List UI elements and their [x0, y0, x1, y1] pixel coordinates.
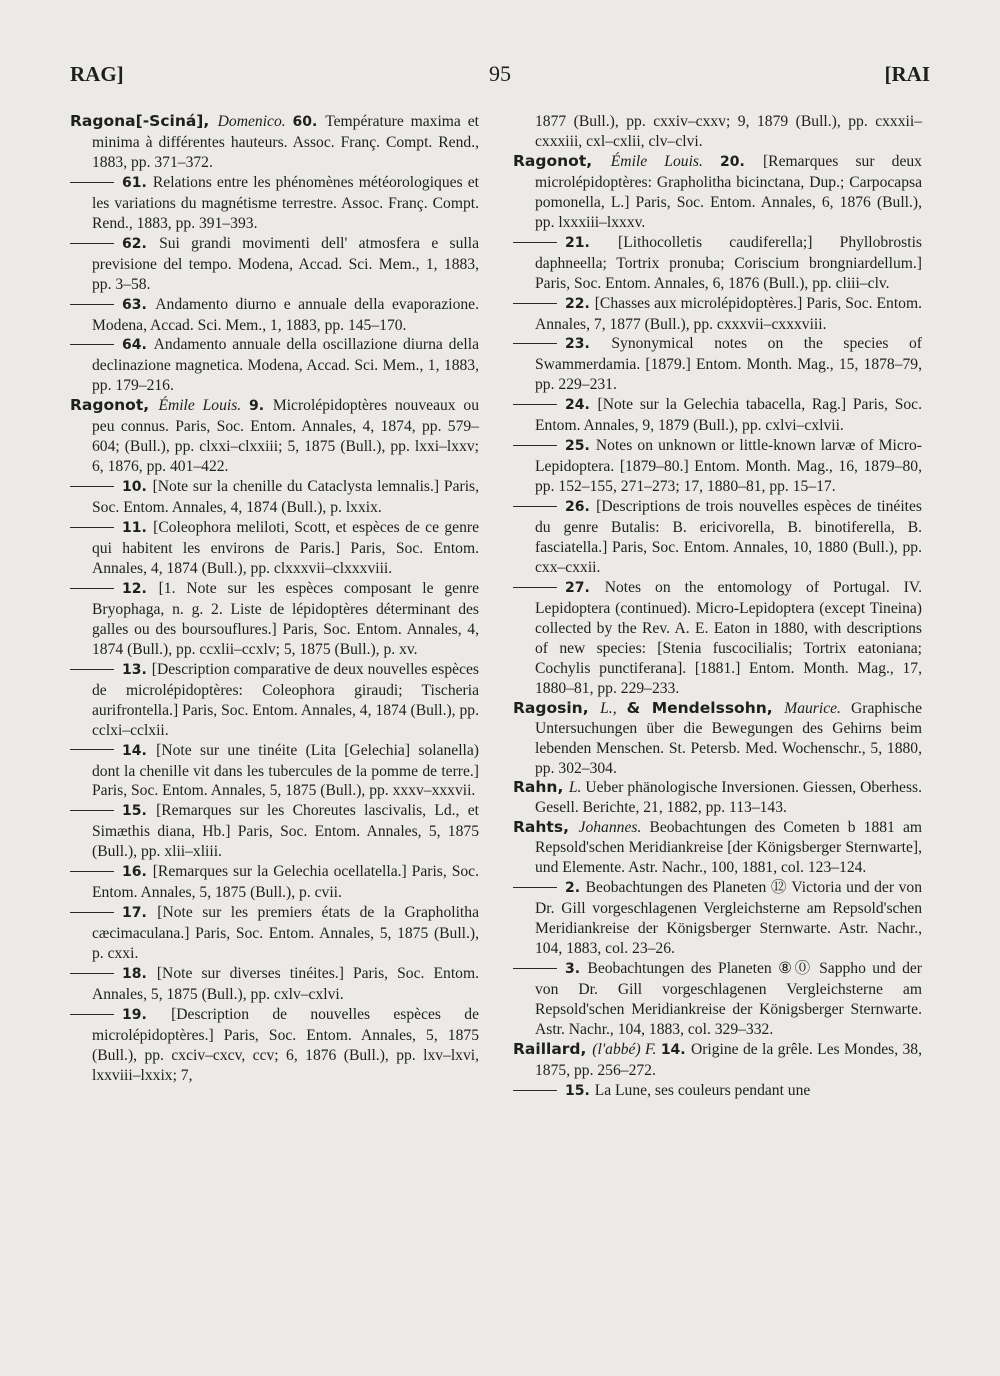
ditto-rule — [513, 1090, 557, 1091]
sub-entry — [513, 878, 922, 959]
sub-entry — [513, 334, 922, 395]
entry-text: Température maxima et minima à différentes hauteurs. Assoc. Franç. Compt. Rend., 1883, pp. 371–372. — [92, 113, 479, 171]
running-head-left: RAG] — [70, 62, 124, 86]
running-head — [70, 62, 930, 96]
sub-entry — [513, 233, 922, 294]
entry-number: 62. — [122, 235, 160, 252]
ditto-rule — [70, 243, 114, 244]
ditto-rule — [70, 669, 114, 670]
entry-text: [Chasses aux microlépidoptères.] Paris, Soc. Entom. Annales, 7, 1877 (Bull.), pp. cxxxvii–cxxxviii. — [535, 294, 922, 333]
author-name: Ragosin, — [513, 698, 601, 717]
entry-text: Beobachtungen des Planeten ⑧⓪ Sappho und der von Dr. Gill vorgeschlagenen Vergleichsterne am Repsold'schen Meridiankreise der Königsberger Sternwarte. Astr. Nachr., 104, 1883, col. 329–332. — [535, 960, 922, 1038]
ditto-rule — [513, 506, 557, 507]
sub-entry — [70, 579, 479, 660]
author-given-name: L. — [568, 779, 586, 797]
entry-text: Notes on the entomology of Portugal. IV. Lepidoptera (continued). Micro-Lepidoptera (except Tineina) collected by the Rev. A. E. Eaton in 1880, with descriptions of new species: [Stenia fuscocilialis; Tortrix eatoniana; Cochylis punctiferana]. [1881.] Entom. Month. Mag., 17, 1880–81, pp. 229–233. — [535, 578, 922, 697]
ditto-rule — [513, 404, 557, 405]
sub-entry — [70, 518, 479, 579]
ditto-rule — [513, 343, 557, 344]
entry-text: [Note sur la chenille du Cataclysta lemnalis.] Paris, Soc. Entom. Annales, 4, 1874 (Bull.), p. lxxix. — [92, 478, 479, 517]
entry-number: 64. — [122, 337, 154, 354]
entry-text: [Remarques sur la Gelechia ocellatella.] Paris, Soc. Entom. Annales, 5, 1875 (Bull.), p. cvii. — [92, 863, 479, 902]
ditto-rule — [70, 182, 114, 183]
entry-text: [Note sur les premiers états de la Grapholitha cæcimaculana.] Paris, Soc. Entom. Annales, 5, 1875 (Bull.), p. cxxi. — [92, 904, 479, 963]
sub-entry — [70, 801, 479, 862]
ditto-rule — [70, 304, 114, 305]
ditto-rule — [513, 445, 557, 446]
entry-text: [Description comparative de deux nouvelles espèces de microlépidoptères: Coleophora giraudi; Tischeria aurifrontella.] Paris, Soc. Entom. Annales, 4, 1874 (Bull.), pp. cclxi–cclxii. — [92, 660, 479, 739]
author-name: Ragonot, — [513, 151, 611, 170]
sub-entry — [70, 862, 479, 903]
ditto-rule — [70, 1014, 114, 1015]
sub-entry — [70, 173, 479, 234]
entry-text: [Descriptions de trois nouvelles espèces de tinéites du genre Butalis: B. ericivorella, B. binotiferella, B. fasciatella.] Paris, Soc. Entom. Annales, 10, 1880 (Bull.), pp. cxx–cxxii. — [535, 498, 922, 576]
entry-text: [Note sur diverses tinéites.] Paris, Soc. Entom. Annales, 5, 1875 (Bull.), pp. cxlv–cxlvi. — [92, 965, 479, 1003]
ditto-rule — [513, 587, 557, 588]
entry-text: Sui grandi movimenti dell' atmosfera e sulla previsione del tempo. Modena, Accad. Sci. Mem., 1, 1883, pp. 3–58. — [92, 234, 479, 293]
entry-text: [Description de nouvelles espèces de microlépidoptères.] Paris, Soc. Entom. Annales, 5, 1875 (Bull.), pp. cxciv–cxcv, ccv; 6, 1876 (Bull.), pp. lxv–lxvi, lxxviii–lxxix; 7, — [92, 1005, 479, 1084]
ditto-rule — [513, 968, 557, 969]
sub-entry — [70, 335, 479, 396]
ditto-rule — [70, 912, 114, 913]
entry-text: Ueber phänologische Inversionen. Giessen, Oberhess. Gesell. Berichte, 21, 1882, pp. 113–143. — [535, 779, 923, 817]
entry-number: 26. — [565, 499, 597, 516]
entry-text: [Remarques sur les Choreutes lascivalis, Ld., et Simæthis diana, Hb.] Paris, Soc. Entom. Annales, 5, 1875 (Bull.), pp. xlii–xliii. — [92, 802, 479, 861]
entry-number: 16. — [122, 864, 153, 881]
entry-number: 10. — [122, 479, 153, 496]
entry-text: Beobachtungen des Planeten ⑫ Victoria und der von Dr. Gill vorgeschlagenen Vergleichsterne am Repsold'schen Meridiankreise der Königsberger Sternwarte. Astr. Nachr., 104, 1883, col. 23–26. — [535, 879, 922, 958]
entry-text: Relations entre les phénomènes météorologiques et les variations du magnétisme terrestre. Assoc. Franç. Compt. Rend., 1883, pp. 391–393. — [92, 173, 480, 232]
ditto-rule — [70, 810, 114, 811]
sub-entry — [513, 1081, 922, 1102]
entry-number: 61. — [122, 174, 153, 191]
bibliography-entry — [513, 778, 922, 818]
sub-entry — [513, 294, 922, 335]
entry-number: 2. — [565, 880, 586, 897]
sub-entry — [70, 741, 479, 802]
author-name: Rahts, — [513, 818, 579, 837]
entry-text: La Lune, ses couleurs pendant une — [594, 1081, 811, 1099]
entry-text: [Note sur une tinéite (Lita [Gelechia] solanella) dont la chenille vit dans les tubercules de la pomme de terre.] Paris, Soc. Entom. Annales, 5, 1875 (Bull.), pp. xxxv–xxxvii. — [92, 741, 479, 800]
entry-number: 18. — [122, 966, 157, 983]
entry-text: 1877 (Bull.), pp. cxxiv–cxxv; 9, 1879 (Bull.), pp. cxxxii–cxxxiii, cxl–cxlii, clv–clvi. — [535, 113, 922, 150]
sub-entry — [70, 295, 479, 336]
entry-text: Origine de la grêle. Les Mondes, 38, 1875, pp. 256–272. — [535, 1040, 922, 1079]
entry-number: 12. — [122, 580, 159, 597]
author-name: Raillard, — [513, 1039, 593, 1058]
entry-number: 24. — [565, 397, 598, 414]
ditto-rule — [513, 887, 557, 888]
entry-number: 21. — [565, 234, 619, 251]
entry-number: 14. — [122, 742, 157, 759]
entry-text: [Remarques sur deux microlépidoptères: Grapholitha bicinctana, Dup.; Carpocapsa pomonella, L.] Paris, Soc. Entom. Annales, 6, 1876 (Bull.), pp. lxxxiii–lxxxv. — [535, 152, 922, 231]
entry-text: Beobachtungen des Cometen b 1881 am Repsold'schen Meridiankreise [der Königsberger Sternwarte], und Elemente. Astr. Nachr., 100, 1881, col. 123–124. — [535, 819, 922, 877]
sub-entry — [70, 1005, 479, 1086]
entry-number: 3. — [565, 961, 588, 978]
entry-number: 20. — [720, 153, 763, 170]
sub-entry — [70, 234, 479, 295]
sub-entry — [70, 964, 479, 1005]
ditto-rule — [513, 303, 557, 304]
running-head-right: [RAI — [884, 62, 930, 86]
entry-number: 22. — [565, 295, 595, 312]
entry-number: 60. — [292, 114, 326, 130]
entry-text: Microlépidoptères nouveaux ou peu connus. Paris, Soc. Entom. Annales, 4, 1874, pp. 579–604; (Bull.), pp. clxxi–clxxiii; 5, 1875 (Bull.), pp. lxxi–lxxv; 6, 1876, pp. 401–422. — [92, 397, 479, 476]
sub-entry — [70, 660, 479, 741]
entry-number: 15. — [565, 1082, 595, 1099]
entry-number: 14. — [660, 1041, 691, 1058]
ditto-rule — [70, 973, 114, 974]
entry-number: 27. — [565, 579, 605, 596]
sub-entry — [513, 395, 922, 436]
author-given-name: L., — [600, 699, 627, 717]
author-given-name: Émile Louis. — [610, 152, 721, 170]
entry-text: [1. Note sur les espèces composant le genre Bryophaga, n. g. 2. Liste de lépidoptères déterminant des galles ou des boursouflures.] Paris, Soc. Entom. Annales, 4, 1874 (Bull.), pp. ccxlii–ccxlv; 5, 1875 (Bull.), p. xv. — [92, 579, 479, 658]
author-given-name: Johannes. — [578, 819, 650, 837]
bibliography-entry — [70, 112, 479, 173]
entry-number: 63. — [122, 296, 156, 313]
ditto-rule — [70, 871, 114, 872]
entry-number: 11. — [122, 520, 154, 537]
entry-text: Synonymical notes on the species of Swammerdamia. [1879.] Entom. Month. Mag., 15, 1878–79, pp. 229–231. — [535, 335, 922, 394]
entry-text: [Note sur la Gelechia tabacella, Rag.] Paris, Soc. Entom. Annales, 9, 1879 (Bull.), pp. cxlvi–cxlvii. — [535, 396, 922, 435]
author-given-name: (l'abbé) F. — [592, 1040, 661, 1058]
entry-number: 9. — [249, 398, 273, 415]
entry-number: 15. — [122, 803, 157, 820]
ditto-rule — [513, 242, 557, 243]
author-name: Rahn, — [513, 778, 569, 797]
continued-entry — [513, 112, 922, 152]
right-column — [513, 112, 922, 1102]
left-column — [70, 112, 479, 1086]
sub-entry — [513, 578, 922, 699]
entry-text: Andamento annuale della oscillazione diurna della declinazione magnetica. Modena, Accad. Sci. Mem., 1, 1883, pp. 179–216. — [92, 336, 479, 395]
bibliography-entry — [513, 152, 922, 233]
bibliography-entry — [513, 818, 922, 878]
entry-number: 17. — [122, 905, 158, 922]
sub-entry — [513, 436, 922, 497]
ditto-rule — [70, 486, 114, 487]
author-name: & Mendelssohn, — [626, 698, 785, 717]
author-given-name: Émile Louis. — [158, 397, 249, 415]
page-number: 95 — [489, 61, 511, 86]
sub-entry — [513, 959, 922, 1040]
entry-text: [Lithocolletis caudiferella;] Phyllobrostis daphneella; Tortrix pronuba; Coriscium brongniardellum.] Paris, Soc. Entom. Annales, 6, 1876 (Bull.), pp. cliii–clv. — [535, 233, 922, 292]
sub-entry — [70, 477, 479, 518]
author-name: Ragona[-Sciná], — [70, 112, 218, 130]
ditto-rule — [70, 527, 114, 528]
author-given-name: Maurice. — [784, 699, 851, 717]
bibliography-entry — [70, 396, 479, 477]
entry-number: 23. — [565, 336, 612, 353]
entry-text: [Coleophora meliloti, Scott, et espèces de ce genre qui habitent les environs de Paris.] Paris, Soc. Entom. Annales, 4, 1874 (Bull.), pp. clxxxvii–clxxxviii. — [92, 519, 479, 577]
entry-number: 25. — [565, 438, 596, 455]
author-given-name: Domenico. — [217, 113, 293, 130]
author-name: Ragonot, — [70, 396, 159, 415]
entry-text: Notes on unknown or little-known larvæ of Micro-Lepidoptera. [1879–80.] Entom. Month. Mag., 16, 1879–80, pp. 152–155, 271–273; 17, 1880–81, pp. 15–17. — [535, 437, 922, 496]
bibliography-entry — [513, 699, 922, 779]
ditto-rule — [70, 344, 114, 345]
bibliography-entry — [513, 1040, 922, 1081]
entry-number: 13. — [122, 661, 152, 678]
sub-entry — [513, 497, 922, 578]
entry-number: 19. — [122, 1006, 172, 1023]
ditto-rule — [70, 588, 114, 589]
entry-text: Andamento diurno e annuale della evaporazione. Modena, Accad. Sci. Mem., 1, 1883, pp. 145–170. — [92, 295, 479, 334]
entry-text: Graphische Untersuchungen über die Bewegungen des Gehirns beim lebenden Menschen. St. Petersb. Med. Wochenschr., 5, 1880, pp. 302–304. — [535, 699, 923, 777]
ditto-rule — [70, 749, 114, 750]
sub-entry — [70, 903, 479, 964]
